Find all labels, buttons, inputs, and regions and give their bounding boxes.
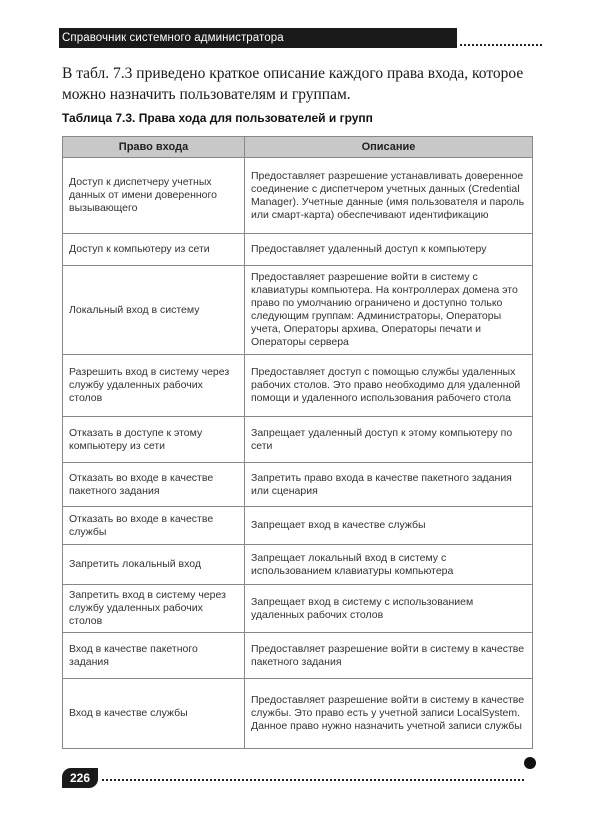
- table-row: [63, 417, 533, 463]
- description-cell: Предоставляет разрешение войти в систему в качестве службы. Это право есть у учетной записи LocalSystem. Данное право нужно назначить учетной записи службы: [245, 679, 533, 749]
- footer-bullet: [524, 757, 536, 769]
- table-row: [63, 585, 533, 633]
- running-title: Справочник системного администратора: [62, 32, 284, 44]
- right-cell: Отказать во входе в качестве пакетного задания: [63, 463, 245, 507]
- page-number-badge: [62, 768, 98, 788]
- right-cell: Разрешить вход в систему через службу удаленных рабочих столов: [63, 355, 245, 417]
- table-row: [63, 545, 533, 585]
- table-header-row: [63, 137, 533, 158]
- header-dotted-rule: [460, 44, 542, 46]
- footer-dotted-rule: [102, 779, 524, 781]
- description-cell: Запрещает удаленный доступ к этому компьютеру по сети: [245, 417, 533, 463]
- description-cell: Предоставляет разрешение устанавливать доверенное соединение с диспетчером учетных данных (Credential Manager). Учетные данные (имя пользователя и пароль или смарт-карта) обеспечивают идентификацию: [245, 158, 533, 234]
- running-header: [59, 28, 457, 48]
- description-cell: Запрещает локальный вход в систему с использованием клавиатуры компьютера: [245, 545, 533, 585]
- right-cell: Отказать во входе в качестве службы: [63, 507, 245, 545]
- right-cell: Запретить вход в систему через службу удаленных рабочих столов: [63, 585, 245, 633]
- intro-paragraph: В табл. 7.3 приведено краткое описание каждого права входа, которое можно назначить пользователям и группам.: [62, 65, 524, 103]
- logon-rights-table: [62, 136, 533, 749]
- description-cell: Запретить право входа в качестве пакетного задания или сценария: [245, 463, 533, 507]
- right-cell: Вход в качестве службы: [63, 679, 245, 749]
- table-row: [63, 355, 533, 417]
- table-row: [63, 633, 533, 679]
- right-cell: Запретить локальный вход: [63, 545, 245, 585]
- description-cell: Предоставляет разрешение войти в систему в качестве пакетного задания: [245, 633, 533, 679]
- page-number: 226: [69, 771, 91, 785]
- table-row: [63, 266, 533, 355]
- table-caption: Таблица 7.3. Права хода для пользователей и групп: [62, 111, 373, 125]
- table-row: [63, 463, 533, 507]
- right-cell: Вход в качестве пакетного задания: [63, 633, 245, 679]
- right-cell: Отказать в доступе к этому компьютеру из сети: [63, 417, 245, 463]
- column-header-right: Право входа: [63, 137, 245, 158]
- table-row: [63, 234, 533, 266]
- table-row: [63, 679, 533, 749]
- description-cell: Предоставляет удаленный доступ к компьютеру: [245, 234, 533, 266]
- table-row: [63, 158, 533, 234]
- right-cell: Доступ к компьютеру из сети: [63, 234, 245, 266]
- table-row: [63, 507, 533, 545]
- description-cell: Запрещает вход в систему с использованием удаленных рабочих столов: [245, 585, 533, 633]
- description-cell: Предоставляет разрешение войти в систему с клавиатуры компьютера. На контроллерах домена это право по умолчанию ограничено и доступно только следующим группам: Администраторы, Операторы учета, Операторы архива, Операторы печати и Операторы сервера: [245, 266, 533, 355]
- column-header-description: Описание: [245, 137, 533, 158]
- right-cell: Доступ к диспетчеру учетных данных от имени доверенного вызывающего: [63, 158, 245, 234]
- description-cell: Предоставляет доступ с помощью службы удаленных рабочих столов. Это право необходимо для удаленной помощи и удаленного использования рабочего стола: [245, 355, 533, 417]
- description-cell: Запрещает вход в качестве службы: [245, 507, 533, 545]
- right-cell: Локальный вход в систему: [63, 266, 245, 355]
